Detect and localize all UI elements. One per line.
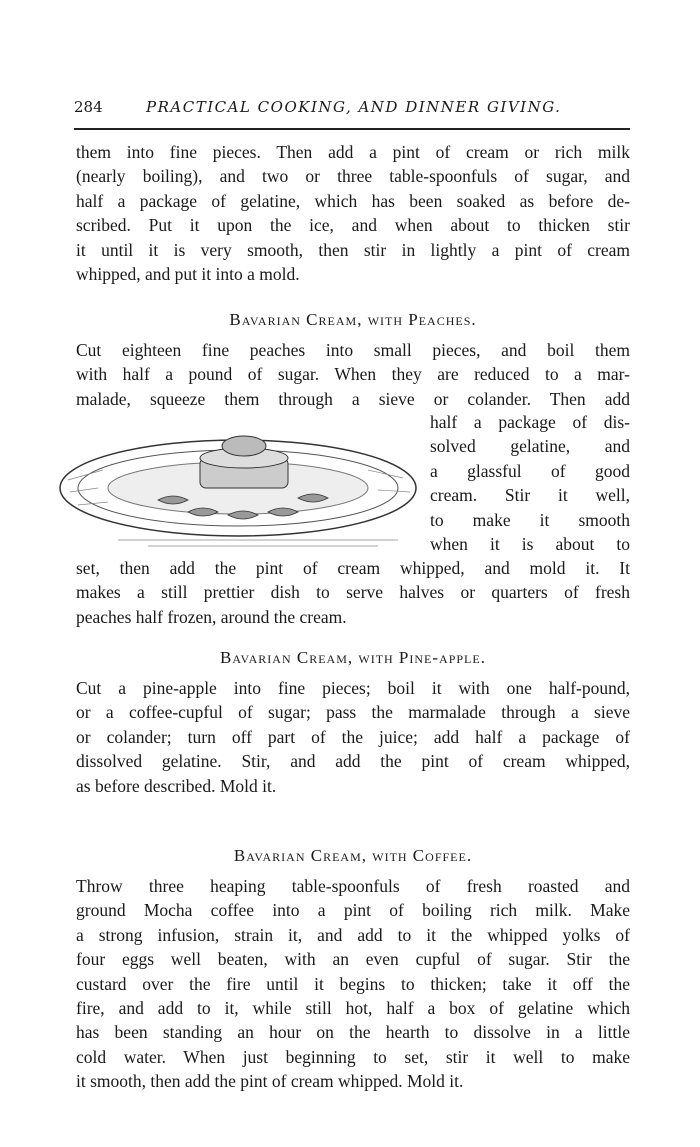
text-line: Throw three heaping table-spoonfuls of fresh roasted and: [76, 876, 630, 896]
text-line: has been standing an hour on the hearth to dissolve in a little: [76, 1022, 630, 1043]
text-line: a glassful of good: [430, 460, 630, 481]
text-line: set, then add the pint of cream whipped, and mold it. It: [76, 558, 630, 578]
text-line: to make it smooth: [430, 509, 630, 530]
text-line: cold water. When just beginning to set, stir it well to make: [76, 1046, 630, 1067]
bavarian-cream-plate-illustration: [58, 430, 428, 555]
text-line: half a package of gelatine, which has been soaked as before de-: [76, 190, 630, 211]
heading-pineapple: Bavarian Cream, with Pine-apple.: [220, 648, 486, 667]
text-line: whipped, and put it into a mold.: [76, 263, 300, 284]
heading-peaches: Bavarian Cream, with Peaches.: [229, 310, 477, 329]
text-line: (nearly boiling), and two or three table-spoonfuls of sugar, and: [76, 166, 630, 187]
text-line: Cut a pine-apple into fine pieces; boil it with one half-pound,: [76, 678, 630, 698]
text-line: four eggs well beaten, with an even cupful of sugar. Stir the: [76, 949, 630, 970]
text-line: scribed. Put it upon the ice, and when about to thicken stir: [76, 215, 630, 236]
heading-coffee: Bavarian Cream, with Coffee.: [233, 846, 473, 865]
text-line: half a package of dis-: [430, 412, 630, 432]
paragraph-1: [76, 140, 630, 286]
text-line: fire, and add to it, while still hot, half a box of gelatine which: [76, 997, 630, 1018]
paragraph-2-wrap: [430, 410, 630, 556]
text-line: cream. Stir it well,: [430, 485, 630, 506]
text-line: when it is about to: [430, 533, 630, 554]
text-line: solved gelatine, and: [430, 436, 630, 457]
paragraph-4: [76, 874, 630, 1094]
text-line: them into fine pieces. Then add a pint of cream or rich milk: [76, 142, 630, 162]
text-line: with half a pound of sugar. When they are reduced to a mar-: [76, 364, 630, 385]
text-line: it smooth, then add the pint of cream whipped. Mold it.: [76, 1071, 464, 1092]
paragraph-3: [76, 676, 630, 798]
text-line: ground Mocha coffee into a pint of boiling rich milk. Make: [76, 900, 630, 921]
text-line: Cut eighteen fine peaches into small pieces, and boil them: [76, 340, 630, 360]
header-rule: [74, 128, 630, 130]
text-line: or colander; turn off part of the juice; add half a package of: [76, 726, 630, 747]
paragraph-2b: [76, 556, 630, 629]
text-line: as before described. Mold it.: [76, 775, 277, 796]
text-line: peaches half frozen, around the cream.: [76, 606, 347, 627]
text-line: a strong infusion, strain it, and add to it the whipped yolks of: [76, 924, 630, 945]
text-line: malade, squeeze them through a sieve or colander. Then add: [76, 388, 630, 409]
running-title: PRACTICAL COOKING, AND DINNER GIVING.: [146, 98, 562, 116]
text-line: makes a still prettier dish to serve halves or quarters of fresh: [76, 582, 630, 603]
text-line: custard over the fire until it begins to thicken; take it off the: [76, 973, 630, 994]
text-line: it until it is very smooth, then stir in lightly a pint of cream: [76, 239, 630, 260]
text-line: or a coffee-cupful of sugar; pass the marmalade through a sieve: [76, 702, 630, 723]
page-number: 284: [74, 98, 103, 116]
paragraph-2a: [76, 338, 630, 411]
text-line: dissolved gelatine. Stir, and add the pint of cream whipped,: [76, 751, 630, 772]
